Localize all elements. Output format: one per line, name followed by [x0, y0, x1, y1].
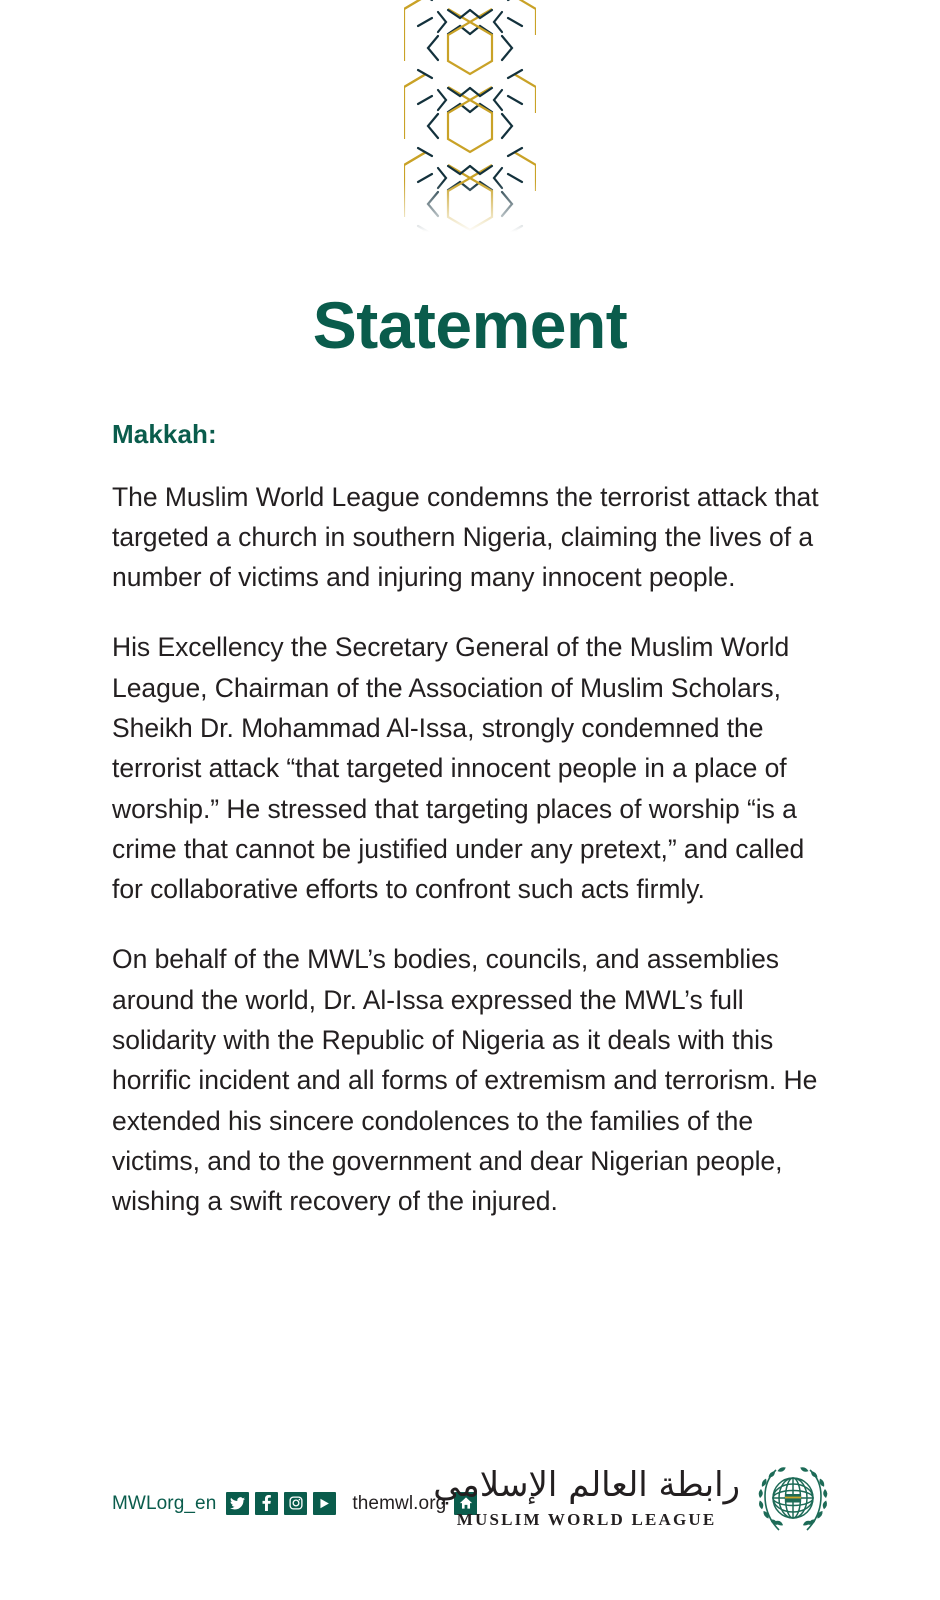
social-row [112, 1490, 477, 1516]
social-handle[interactable]: MWLorg_en [112, 1492, 217, 1514]
footer [0, 1420, 940, 1600]
mwl-english-name: MUSLIM WORLD LEAGUE [456, 1510, 717, 1530]
islamic-geometric-pattern-icon [404, 0, 536, 232]
statement-body [112, 418, 824, 1222]
globe-wreath-emblem-icon [754, 1458, 832, 1538]
header-ornament [0, 0, 940, 235]
mwl-logo-text [433, 1466, 740, 1530]
statement-paragraph: On behalf of the MWL’s bodies, councils, and assemblies around the world, Dr. Al-Issa expressed the MWL’s full solidarity with the Republic of Nigeria as it deals with this horrific incident and all forms of extremism and terrorism. He extended his sincere condolences to the families of the victims, and to the government and dear Nigerian people, wishing a swift recovery of the injured. [112, 944, 818, 1217]
youtube-icon[interactable] [313, 1492, 336, 1515]
social-icon-group [226, 1492, 336, 1515]
page-title-container [0, 248, 940, 402]
mwl-arabic-name: رابطة العالم الإسلامي [433, 1464, 740, 1505]
mwl-logo [433, 1458, 832, 1538]
twitter-icon[interactable] [226, 1492, 249, 1515]
statement-paragraph: His Excellency the Secretary General of the Muslim World League, Chairman of the Association of Muslim Scholars, Sheikh Dr. Mohammad Al-Issa, strongly condemned the terrorist attack “that targeted innocent people in a place of worship.” He stressed that targeting places of worship “is a crime that cannot be justified under any pretext,” and called for collaborative efforts to confront such acts firmly. [112, 632, 805, 905]
page-title: Statement [312, 288, 628, 363]
website-link[interactable]: themwl.org [352, 1492, 447, 1514]
dateline: Makkah: [112, 419, 217, 449]
facebook-icon[interactable] [255, 1492, 278, 1515]
instagram-icon[interactable] [284, 1492, 307, 1515]
statement-paragraph: The Muslim World League condemns the terrorist attack that targeted a church in southern Nigeria, claiming the lives of a number of victims and injuring many innocent people. [112, 481, 819, 593]
